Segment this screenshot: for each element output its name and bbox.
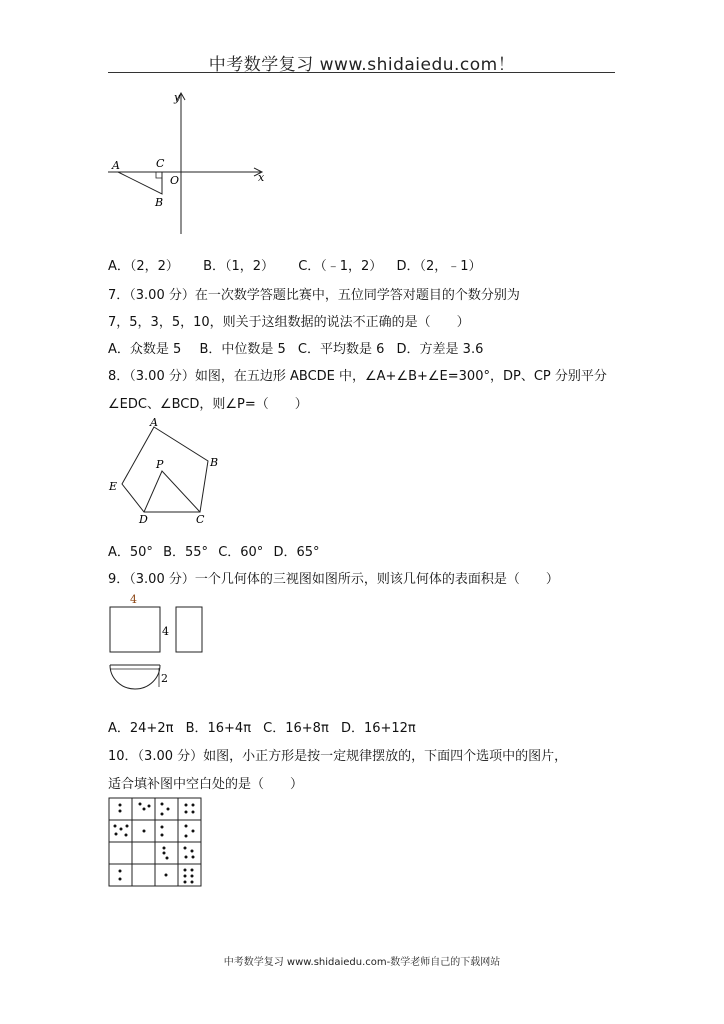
right-angle-mark [156,172,162,178]
dot [161,803,164,806]
dot [192,830,195,833]
q6-option-c: C．（﹣1，2） [298,259,383,274]
q8-option-b: B．55° [163,545,209,560]
bisectors-DP-CP [144,471,200,512]
q7-option-d: D．方差是 3.6 [396,342,484,357]
q6-option-d: D．（2，﹣1） [396,259,482,274]
page-footer: 中考数学复习 www.shidaiedu.com-数学老师自己的下载网站 [223,957,501,968]
dot [163,852,166,855]
dot-pattern-grid [108,797,203,892]
dot [192,811,195,814]
dot [163,847,166,850]
dot [114,825,117,828]
q7-option-c: C．平均数是 6 [297,342,385,357]
q9-option-c: C．16+8π [263,721,329,736]
triangle-ACB [118,172,162,194]
label-B: B [210,456,219,469]
q9-option-a: A．24+2π [108,721,174,736]
label-E: E [109,480,118,493]
label-side-4: 4 [162,625,169,638]
dot [126,825,129,828]
dot [184,847,187,850]
label-A: A [150,416,158,429]
label-B: B [155,196,164,209]
side-view-rectangle [176,607,202,652]
q10-stem-line2: 适合填补图中空白处的是（ ） [108,777,304,792]
q7-option-b: B．中位数是 5 [199,342,286,357]
coordinate-figure [104,88,274,238]
q6-option-b: B．（1，2） [203,259,275,274]
page-header-title: 中考数学复习 www.shidaiedu.com！ [208,55,516,75]
dot [185,835,188,838]
q7-options [108,338,483,357]
label-C: C [156,157,165,170]
dot [191,869,194,872]
dot [191,875,194,878]
dot [184,869,187,872]
q9-stem: 9．（3.00 分）一个几何体的三视图如图所示，则该几何体的表面积是（ ） [108,572,559,587]
dot [119,878,122,881]
label-height-2: 2 [161,672,168,685]
label-y: y [174,91,181,104]
q6-options [108,255,482,274]
dot [184,875,187,878]
dot [192,804,195,807]
dot [119,810,122,813]
q8-stem-line2: ∠EDC、∠BCD，则∠P=（ ） [108,397,308,412]
dot [161,834,164,837]
dot [143,830,146,833]
dot [191,850,194,853]
q7-option-a: A．众数是 5 [108,342,182,357]
dot [166,857,169,860]
dot [184,881,187,884]
q8-option-c: C．60° [218,545,264,560]
dot [185,811,188,814]
q7-stem-line2: 7，5，3，5，10，则关于这组数据的说法不正确的是（ ） [108,315,470,330]
q9-option-b: B．16+4π [185,721,252,736]
dot [120,828,123,831]
dot [185,856,188,859]
dot [139,803,142,806]
dot [185,804,188,807]
q6-option-a: A．（2，2） [108,259,179,274]
pentagon-figure [104,414,234,526]
front-view-square [110,607,160,652]
dot [185,825,188,828]
dot [161,813,164,816]
label-D: D [139,513,148,526]
dot [167,808,170,811]
dot [119,870,122,873]
q8-stem-line1: 8．（3.00 分）如图，在五边形 ABCDE 中，∠A+∠B+∠E=300°，DP、CP 分别平分 [108,369,607,384]
top-view-semicircle [110,665,160,689]
dot [191,881,194,884]
dot [192,856,195,859]
dot [165,874,168,877]
label-C: C [196,513,205,526]
q8-option-a: A．50° [108,545,153,560]
dot [148,805,151,808]
label-O: O [170,174,180,187]
q8-option-d: D．65° [273,545,320,560]
dot [119,804,122,807]
q8-options [108,541,320,560]
header-divider [108,72,615,73]
label-x: x [258,171,265,184]
dot [125,834,128,837]
q9-option-d: D．16+12π [340,721,416,736]
label-top-4: 4 [130,593,137,606]
q10-stem-line1: 10．（3.00 分）如图，小正方形是按一定规律摆放的，下面四个选项中的图片， [108,749,568,764]
dot [115,833,118,836]
three-view-figure [104,590,224,700]
label-A: A [112,159,120,172]
q9-options [108,717,416,736]
dot [161,826,164,829]
dot [143,808,146,811]
q7-stem-line1: 7．（3.00 分）在一次数学答题比赛中，五位同学答对题目的个数分别为 [108,288,520,303]
label-P: P [156,458,164,471]
pentagon-ABCDE [122,427,208,512]
